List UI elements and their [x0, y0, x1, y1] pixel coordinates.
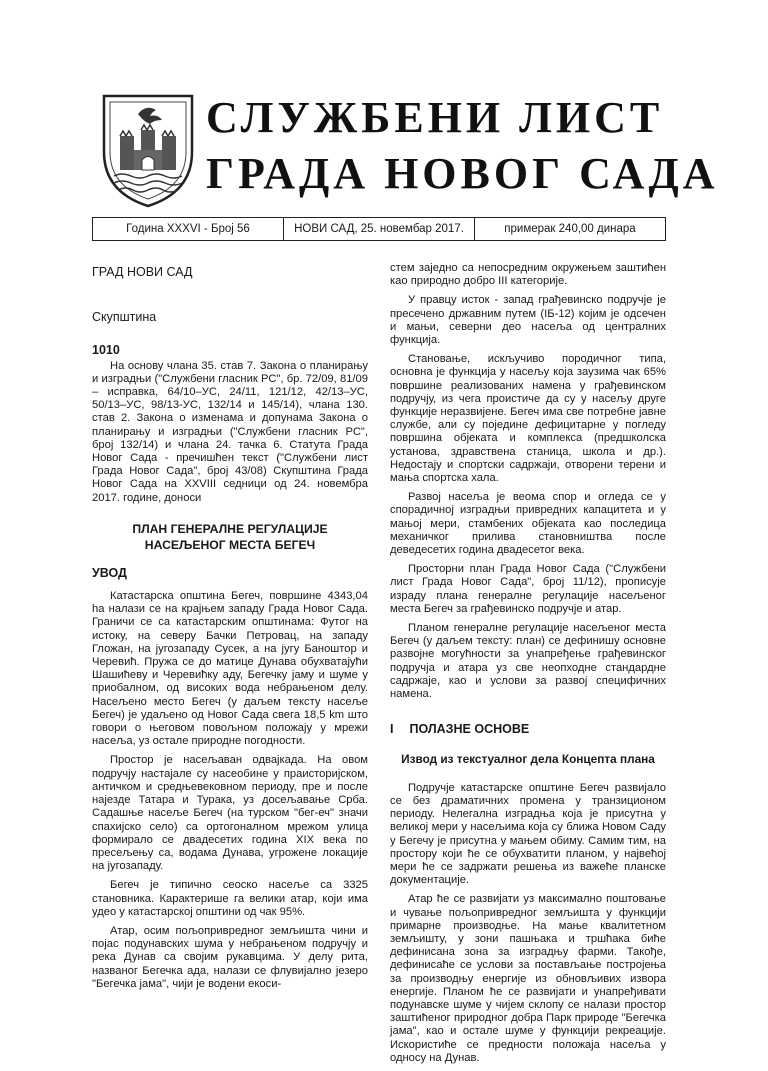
- body-paragraph: У правцу исток - запад грађевинско подручје је пресечено државним путем (IБ-12) којим је одсечен и мањи, северни део насеља од централних функција.: [390, 294, 666, 347]
- subsection-heading: Извод из текстуалног дела Концепта плана: [401, 751, 655, 766]
- plan-title-line-2: НАСЕЉЕНОГ МЕСТА БЕГЕЧ: [144, 537, 316, 552]
- intro-paragraph: Бегеч је типично сеоско насеље са 3325 становника. Карактерише га велики атар, који има удео у катастарској општини од чак 95%.: [92, 879, 368, 918]
- section-heading: [390, 723, 666, 736]
- body-paragraph: Планом генералне регулације насељеног места Бегеч (у даљем тексту: план) се дефинишу основне развојне могућности за унапређење грађевинског подручја и атара уз све неопходне стандардне садржаје, као и услови за развој специфичних намена.: [390, 622, 666, 701]
- issue-info-bar: [92, 217, 666, 241]
- body-paragraph: Подручје катастарске општине Бегеч развијало се без драматичних промена у транзиционом периоду. Нелегална изградња која је присутна у великој мери у насељима која су ближа Новом Саду у Бегечу је присутна у мањем обиму. Самим тим, на простору који ће се обухватити планом, у највећој мери ће се задржати решења из важеће планске документације.: [390, 781, 666, 887]
- left-column: [92, 258, 368, 997]
- plan-title: [92, 521, 368, 553]
- body-paragraph: стем заједно са непосредним окружењем заштићен као природно добро III категорије.: [390, 262, 666, 288]
- body-paragraph: Развој насеља је веома спор и огледа се у спорадичној изградњи привредних капацитета и у мањој мери, стамбених објеката као последица механичког прилива становништва после деведесетих година двадесетог века.: [390, 491, 666, 557]
- preamble-paragraph: На основу члана 35. став 7. Закона о планирању и изградњи ("Службени гласник РС", бр. 72/09, 81/09 – исправка, 64/10–УС, 24/11, 121/12, 42/13–УС, 50/13–УС, 98/13-УС, 132/14 и 145/14), члана 130. став 2. Закона о изменама и допунама Закона о планирању и изградњи ("Службени гласник РС", број 132/14) и члана 24. тачка 6. Статута Града Новог Сада - пречишћен текст ("Службени лист Града Новог Сада", број 43/08) Скупштина Града Новог Сада на XXVIII седници од 24. новембра 2017. године, доноси: [92, 359, 368, 504]
- masthead-title-line-1: СЛУЖБЕНИ ЛИСТ: [206, 93, 664, 142]
- assembly-heading: Скупштина: [92, 310, 157, 325]
- intro-paragraph: Простор је насељаван одвајкада. На овом подручју настајале су насеобине у праисторијском, античком и средњевековном периоду, пре и после најезде Татара и Турака, уз досељавање Срба. Садашње насеље Бегеч (на турском "бег-еч" значи спахијско село) са ортогоналном мрежом улица формирало се двадесетих година XIX века по пресељењу са, водама Дунава, угрожене локације на југозападу.: [92, 754, 368, 873]
- place-date: НОВИ САД, 25. новембар 2017.: [283, 218, 474, 240]
- act-number: 1010: [92, 343, 120, 358]
- intro-paragraph: Катастарска општина Бегеч, површине 4343,04 ha налази се на крајњем западу Града Новог Сада. Граничи се са катастарским општинама: Футог на истоку, на северу Бачки Петровац, на западу Гложан, на југозападу Сусек, а на југу Баноштор и Черевић. Пружа се до матице Дунава обухватајући Шашићеву и Черевићку аду, Бегечку јаму и шуме у приобалном, од високих вода небрањеном делу. Насељено место Бегеч (у даљем тексту насеље Бегеч) је удаљено од Новог Сада свега 18,5 km што говори о његовом повољном положају у мрежи насеља, уз остале природне погодности.: [92, 590, 368, 748]
- city-heading: ГРАД НОВИ САД: [92, 265, 193, 279]
- intro-paragraph: Атар, осим пољопривредног земљишта чини и појас подунавских шума у небрањеном подручју и река Дунав са својим рукавцима. У делу рита, названог Бегечка ада, налази се флувијално језеро "Бегечка јама", чији је водени екоси-: [92, 924, 368, 990]
- masthead-title-line-2: ГРАДА НОВОГ САДА: [206, 149, 719, 198]
- right-column: [390, 262, 666, 1071]
- section-title: ПОЛАЗНЕ ОСНОВЕ: [409, 722, 530, 737]
- intro-heading: УВОД: [92, 565, 127, 580]
- section-number: I: [390, 722, 394, 737]
- copy-price: примерак 240,00 динара: [474, 218, 665, 240]
- coat-of-arms-emblem: [98, 92, 198, 210]
- body-paragraph: Атар ће се развијати уз максимално поштовање и чување пољопривредног земљишта у функцији примарне производње. На мање квалитетном земљишту, у зони пашњака и тршћака биће дефинисана зона за изградњу фарми. Такође, дефинисаће се услови за постављање постројења за производњу енергије из обновљивих извора енергије. Планом ће се развијати и унапређивати подунавске шуме у чијем склопу се налази простор заштићеног природног добра Парк природе "Бегечка јама", као и остале шуме у функцији рекреације. Искористиће се предности положаја насеља у односу на Дунав.: [390, 893, 666, 1064]
- issue-number: Година XXXVI - Број 56: [126, 223, 250, 235]
- body-paragraph: Просторни план Града Новог Сада ("Службени лист Града Новог Сада", број 11/12), прописује израду плана генералне регулације насељеног места Бегеч за грађевинско подручје и атар.: [390, 563, 666, 615]
- body-paragraph: Становање, искључиво породичног типа, основна је функција у насељу која заузима чак 65% површине реализованих намена у грађевинском подручју, из чега проистиче да су у насељу друге функције неразвијене. Бегеч има све потребне јавне службе, али су поједине дефицитарне у погледу површина објеката и комплекса (предшколска установа, здравствена станица, школа и др.). Недостају и спортски садржаји, отворени терени и мања спортска хала.: [390, 353, 666, 485]
- plan-title-line-1: ПЛАН ГЕНЕРАЛНЕ РЕГУЛАЦИЈЕ: [132, 521, 328, 536]
